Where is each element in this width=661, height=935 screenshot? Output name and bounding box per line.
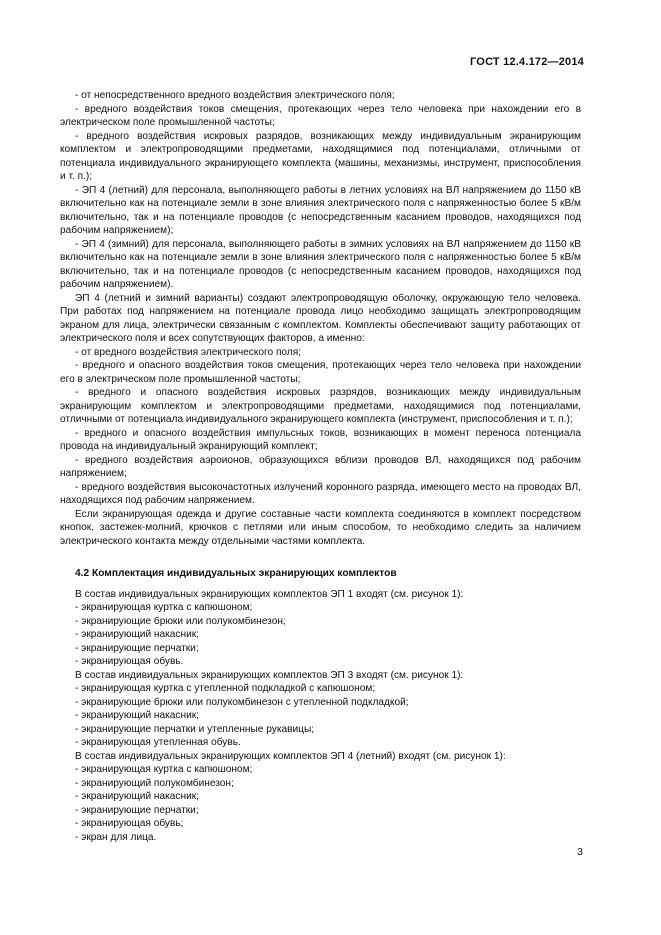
kit-intro: В состав индивидуальных экранирующих комплектов ЭП 3 входят (см. рисунок 1): (75, 669, 464, 681)
list-item: - экранирующая куртка с капюшоном; (75, 764, 253, 775)
list-item: - экранирующие перчатки и утепленные рукавицы; (75, 723, 315, 735)
paragraph: - вредного и опасного воздействия искровых разрядов, возникающих между индивидуальным экранирующим комплектом и электропроводящими предметами, находящимися под потенциалами, отличными от потенциала индивидуального экранирующего комплекта (инструмент, приспособления и т. п.); (60, 387, 581, 425)
kit-group-ep3 (60, 669, 581, 750)
paragraph: - вредного и опасного воздействия импульсных токов, возникающих в момент переноса потенциала провода на индивидуальный экранирующий комплект; (60, 427, 581, 452)
kit-intro: В состав индивидуальных экранирующих комплектов ЭП 4 (летний) входят (см. рисунок 1): (75, 750, 506, 762)
paragraph: - вредного воздействия высокочастотных излучений коронного разряда, имеющего место на проводах ВЛ, находящихся под рабочим напряжением. (60, 481, 581, 506)
list-item: - экранирующие перчатки; (75, 642, 199, 654)
kit-group-ep1 (60, 588, 581, 669)
list-item: - экранирующий накасник; (75, 791, 199, 802)
document-body (60, 89, 581, 844)
paragraph: - вредного воздействия аэроионов, образующихся вблизи проводов ВЛ, находящихся под рабочим напряжением; (60, 454, 581, 479)
paragraph: Если экранирующая одежда и другие составные части комплекта соединяются в комплект посредством кнопок, застежек-молний, крючков с петлями или иным способом, то необходимо следить за наличием электрического контакта между отдельными частями комплекта. (60, 508, 581, 547)
kit-group-ep4-summer (60, 750, 581, 845)
list-item: - экранирующая обувь; (75, 818, 184, 829)
paragraph: - вредного воздействия искровых разрядов, возникающих между индивидуальным экранирующим комплектом и электропроводящими предметами, находящимися под потенциалами, отличными от потенциала индивидуального экранирующего комплекта (машины, механизмы, инструмент, приспособления и т. п.); (60, 130, 581, 182)
list-item: - экранирующие перчатки; (75, 804, 199, 816)
list-item: - экранирующий полукомбинезон; (75, 777, 234, 789)
list-item: - экранирующие брюки или полукомбинезон с утепленной подкладкой; (75, 696, 409, 708)
list-item: - экранирующие брюки или полукомбинезон; (75, 615, 286, 627)
list-item: - экранирующая куртка с капюшоном; (75, 602, 253, 613)
kit-intro: В состав индивидуальных экранирующих комплектов ЭП 1 входят (см. рисунок 1): (75, 588, 464, 600)
list-item: - экран для лица. (75, 831, 157, 843)
list-item: - экранирующий накасник; (75, 710, 199, 721)
paragraph: - ЭП 4 (летний) для персонала, выполняющего работы в летних условиях на ВЛ напряжением до 1150 кВ включительно как на потенциале земли в зоне влияния электрического поля с напряженностью более 5 кВ/м включительно, так и на потенциале проводов (с непосредственным касанием проводов, находящихся под рабочим напряжением); (60, 184, 581, 236)
document-code: ГОСТ 12.4.172—2014 (470, 56, 584, 68)
list-item: - экранирующая обувь. (75, 656, 184, 667)
list-item: - экранирующая утепленная обувь. (75, 737, 241, 748)
list-item: - экранирующая куртка с утепленной подкладкой с капюшоном; (75, 683, 376, 694)
paragraph: - от непосредственного вредного воздействия электрического поля; (75, 90, 395, 101)
page-number: 3 (577, 846, 583, 858)
list-item: - экранирующий накасник; (75, 629, 199, 640)
paragraph: - вредного воздействия токов смещения, протекающих через тело человека при нахождении его в электрическом поле промышленной частоты; (60, 103, 581, 128)
section-heading: 4.2 Комплектация индивидуальных экранирующих комплектов (75, 568, 397, 579)
paragraph: - ЭП 4 (зимний) для персонала, выполняющего работы в зимних условиях на ВЛ напряжением до 1150 кВ включительно как на потенциале земли в зоне влияния электрического поля с напряженностью более 5 кВ/м включительно, так и на потенциале проводов (с непосредственным касанием проводов, находящихся под рабочим напряжением). (60, 238, 581, 290)
paragraph: - вредного и опасного воздействия токов смещения, протекающих через тело человека при нахождении его в электрическом поле промышленной частоты; (60, 360, 581, 385)
paragraph: ЭП 4 (летний и зимний варианты) создают электропроводящую оболочку, окружающую тело человека. При работах под напряжением на потенциале провода лицо необходимо защищать электропроводящим экраном для лица, электрически связанным с комплектом. Комплекты обеспечивают защиту работающих от электрического поля и всех сопутствующих факторов, а именно: (60, 292, 581, 344)
paragraph: - от вредного воздействия электрического поля; (75, 346, 302, 358)
section-1-text (60, 89, 581, 548)
